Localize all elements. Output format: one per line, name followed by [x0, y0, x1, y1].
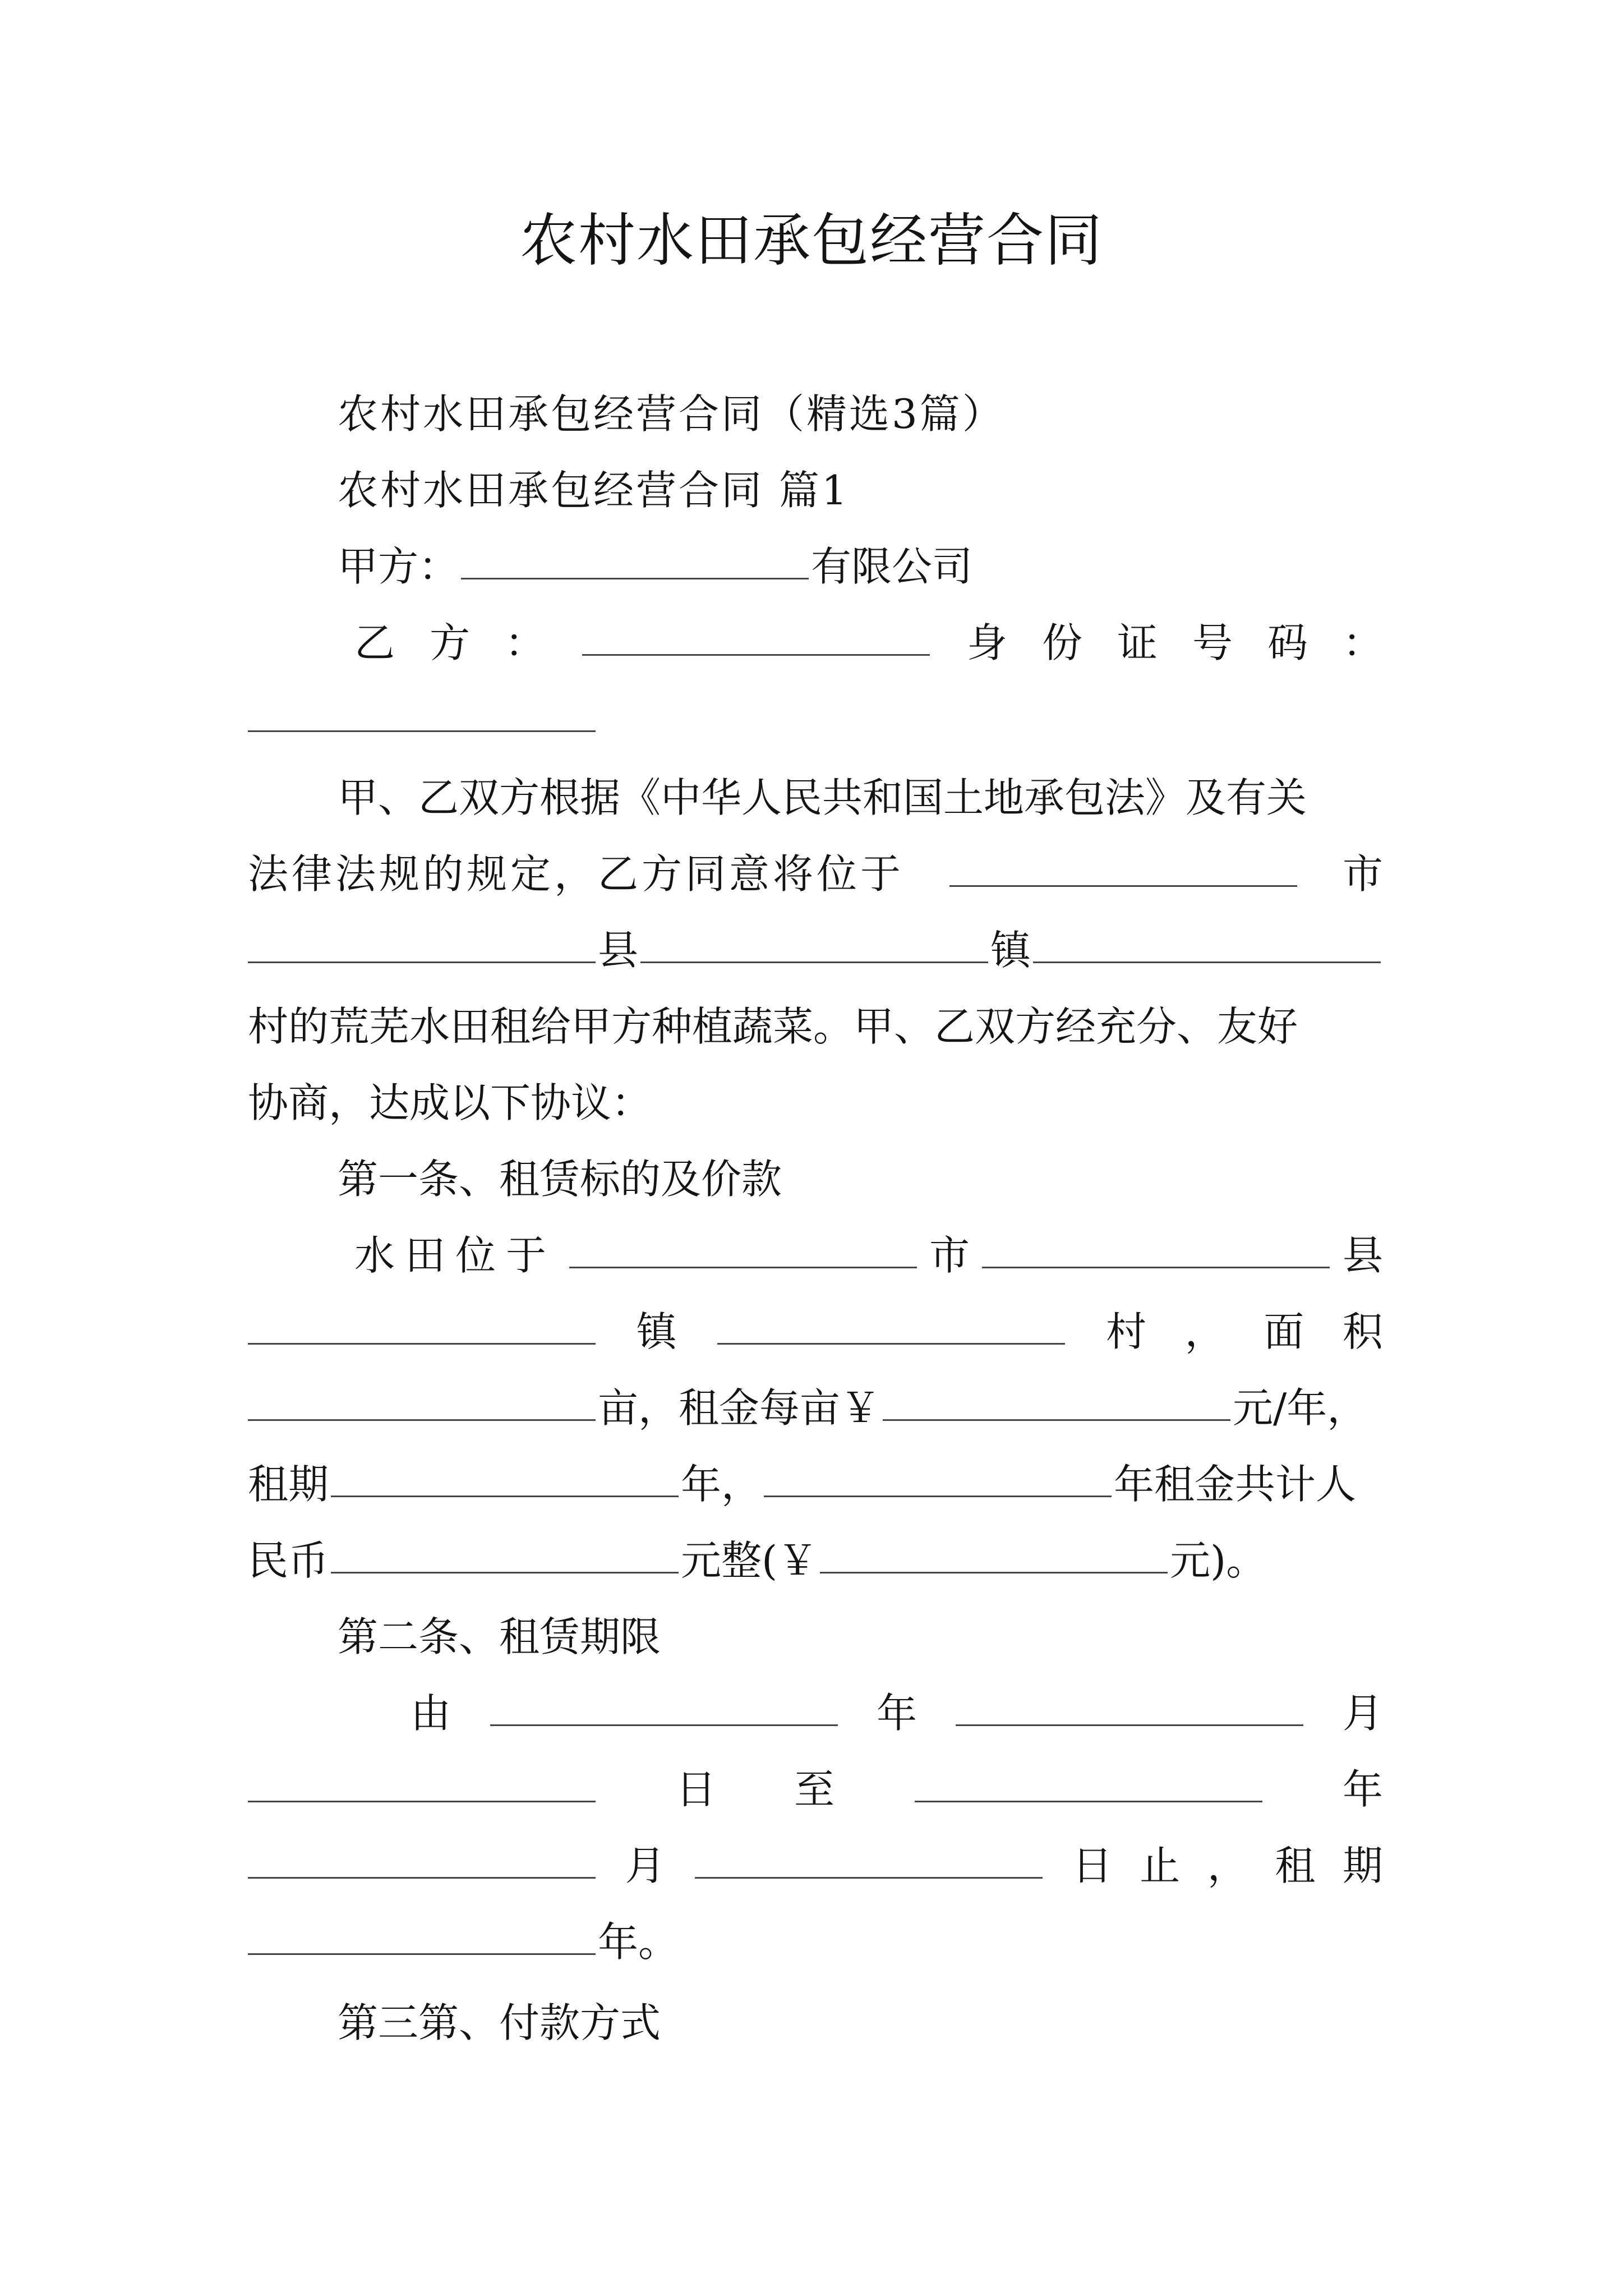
- a1-town-label: 镇: [636, 1308, 677, 1355]
- a2-term-char-1: 租: [1275, 1842, 1316, 1889]
- a2-start-year-label: 年: [876, 1690, 917, 1737]
- id-number-blank-line: [248, 680, 1383, 758]
- party-a-suffix: 有限公司: [811, 543, 973, 590]
- party-b-line: [248, 604, 1383, 682]
- a1-term-unit: 年，: [681, 1461, 762, 1508]
- article-1-line-3: [248, 1369, 1383, 1447]
- document-subtitle: [248, 375, 1383, 453]
- a1-comma: ，: [1184, 1308, 1225, 1355]
- a1-total-number-blank: [820, 1533, 1168, 1573]
- article-2-line-4: [248, 1903, 1383, 1981]
- a2-end-month-label: 月: [625, 1842, 666, 1889]
- a1-county-blank: [982, 1227, 1330, 1268]
- id-char-3: 证: [1117, 619, 1158, 666]
- section-heading: [248, 451, 1383, 530]
- intro-line-4: [248, 987, 1383, 1066]
- a2-start-month-label: 月: [1342, 1690, 1383, 1737]
- a1-town-blank: [248, 1304, 596, 1345]
- village-blank: [1033, 922, 1381, 963]
- intro-line-3: [248, 911, 1383, 990]
- a2-term-blank: [248, 1914, 596, 1955]
- a1-term-blank: [331, 1456, 679, 1497]
- a2-start-year-blank: [490, 1685, 838, 1726]
- id-char-2: 份: [1041, 619, 1082, 666]
- a1-city-blank: [569, 1227, 917, 1268]
- a2-end-year-label: 年: [1342, 1766, 1383, 1813]
- intro-text-5: 协商，达成以下协议：: [248, 1079, 652, 1126]
- a1-location-label: 水田位于: [354, 1232, 557, 1279]
- intro-line-2: [248, 835, 1383, 913]
- article-1-line-2: [248, 1292, 1383, 1371]
- article-1-heading-text: 第一条、租赁标的及价款: [338, 1156, 782, 1203]
- a2-end-day-label: 日: [1072, 1842, 1113, 1889]
- a1-village-label: 村: [1105, 1308, 1146, 1355]
- a2-end-month-blank: [248, 1838, 596, 1879]
- a2-end-day-blank: [695, 1838, 1043, 1879]
- party-b-blank: [582, 615, 930, 656]
- section-heading-text: 农村水田承包经营合同 篇1: [338, 467, 850, 514]
- intro-line-5: [248, 1064, 1383, 1142]
- a2-term-unit: 年。: [598, 1918, 679, 1966]
- a2-comma: ，: [1207, 1842, 1248, 1889]
- article-3-heading: [248, 1984, 1383, 2062]
- id-char-1: 身: [966, 619, 1007, 666]
- a2-term-char-2: 期: [1342, 1842, 1383, 1889]
- a2-to-label: 至: [794, 1766, 834, 1813]
- article-2-heading-text: 第二条、租赁期限: [338, 1613, 661, 1660]
- subtitle-text: 农村水田承包经营合同（精选3篇）: [338, 390, 1005, 438]
- intro-line-1: [248, 758, 1383, 837]
- a1-area-blank: [248, 1380, 596, 1421]
- a1-rent-label: 亩，租金每亩￥: [598, 1384, 881, 1432]
- intro-text-1: 甲、乙双方根据《中华人民共和国土地承包法》及有关: [338, 774, 1307, 821]
- id-char-6: ：: [1342, 619, 1383, 666]
- article-3-heading-text: 第三第、付款方式: [338, 1999, 661, 2046]
- a2-start-day-blank: [248, 1761, 596, 1802]
- a1-years-blank: [764, 1456, 1112, 1497]
- article-2-heading: [248, 1598, 1383, 1676]
- town-blank: [640, 922, 988, 963]
- article-2-line-1: [248, 1674, 1383, 1752]
- a2-from-label: 由: [411, 1690, 451, 1737]
- id-char-5: 码: [1267, 619, 1308, 666]
- id-number-blank: [248, 691, 596, 732]
- a1-total-label: 年租金共计人: [1114, 1461, 1357, 1508]
- party-a-line: [248, 527, 1383, 606]
- intro-town-label: 镇: [990, 927, 1031, 974]
- a2-start-month-blank: [956, 1685, 1303, 1726]
- article-1-line-1: [248, 1216, 1383, 1295]
- intro-text-2: 法律法规的规定，乙方同意将位于: [248, 850, 905, 898]
- article-1-heading: [248, 1140, 1383, 1218]
- document-title: 农村水田承包经营合同: [520, 208, 1103, 274]
- article-1-line-5: [248, 1521, 1383, 1600]
- a1-county-label: 县: [1342, 1232, 1383, 1279]
- party-b-char-3: ：: [505, 619, 546, 666]
- a1-village-blank: [717, 1304, 1065, 1345]
- a2-end-label: 止: [1140, 1842, 1181, 1889]
- party-a-blank: [461, 539, 809, 579]
- id-char-4: 号: [1192, 619, 1233, 666]
- intro-county-label: 县: [597, 927, 638, 974]
- a1-rent-unit: 元/年，: [1233, 1384, 1368, 1432]
- a2-start-day-label: 日: [675, 1766, 716, 1813]
- a1-city-label: 市: [929, 1232, 970, 1279]
- a1-area-char-1: 面: [1264, 1308, 1304, 1355]
- a2-end-year-blank: [915, 1761, 1262, 1802]
- a1-rent-blank: [883, 1380, 1230, 1421]
- city-blank: [949, 846, 1297, 887]
- a1-total-words-unit: 元整(￥: [681, 1537, 818, 1584]
- intro-text-4: 村的荒芜水田租给甲方种植蔬菜。甲、乙双方经充分、友好: [248, 1003, 1298, 1050]
- a1-currency-label: 民币: [248, 1537, 329, 1584]
- county-blank: [248, 922, 596, 963]
- a1-total-number-unit: 元)。: [1170, 1537, 1267, 1584]
- article-2-line-2: [248, 1750, 1383, 1829]
- article-2-line-3: [248, 1826, 1383, 1905]
- party-b-char-1: 乙: [354, 619, 395, 666]
- a1-total-words-blank: [331, 1533, 679, 1573]
- party-b-char-2: 方: [430, 619, 471, 666]
- a1-term-label: 租期: [248, 1461, 329, 1508]
- party-a-label: 甲方：: [338, 543, 459, 590]
- a1-area-char-2: 积: [1342, 1308, 1383, 1355]
- article-1-line-4: [248, 1445, 1383, 1524]
- intro-city-label: 市: [1342, 850, 1383, 898]
